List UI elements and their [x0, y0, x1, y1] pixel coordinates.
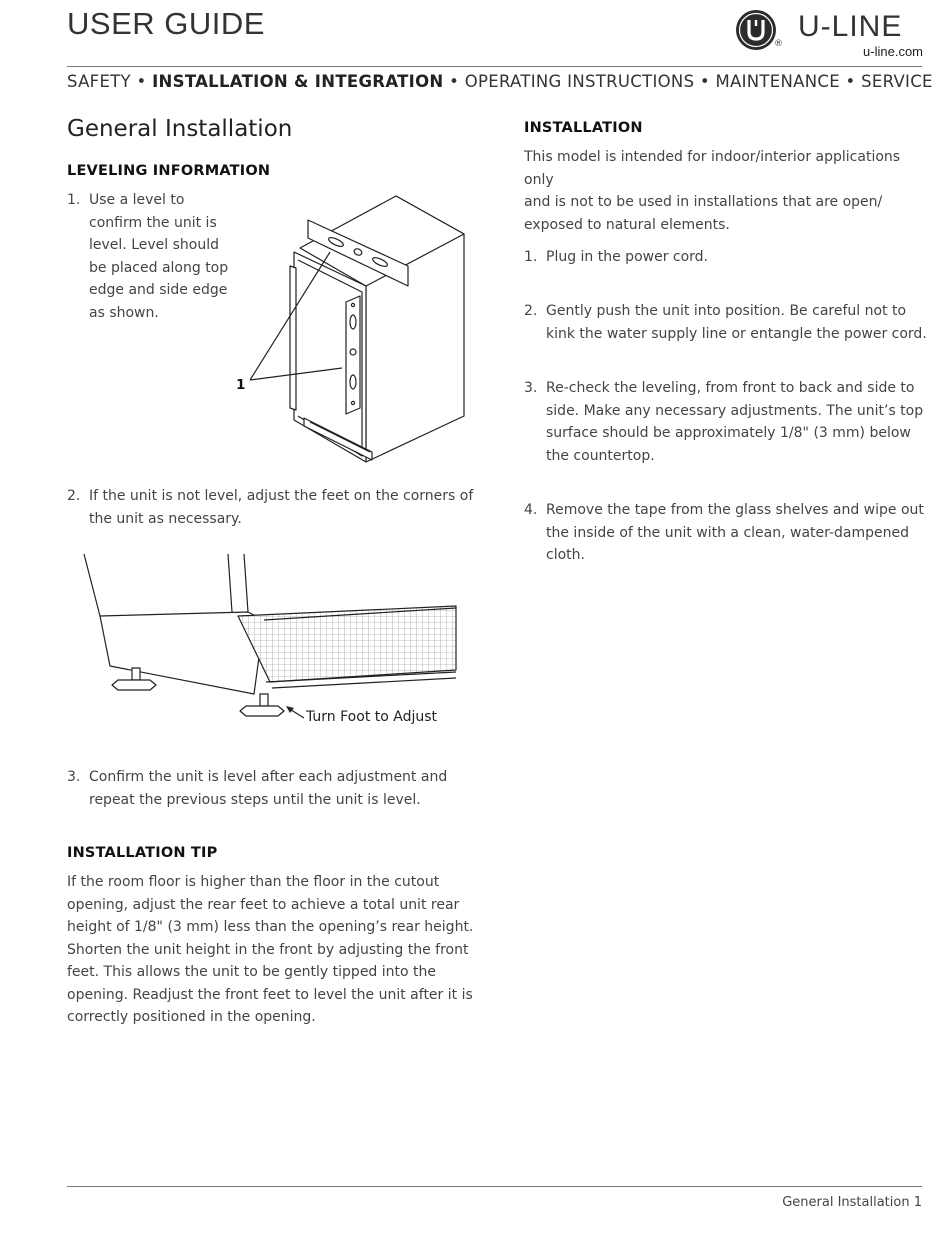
step-text-line: the unit as necessary. — [89, 510, 242, 527]
step-text-line: side. Make any necessary adjustments. The unit’s top — [546, 402, 924, 419]
registered-mark: ® — [774, 39, 783, 49]
uline-logo — [733, 6, 928, 62]
nav-separator: • — [136, 72, 147, 91]
step-text-line: Use a level to — [89, 192, 185, 208]
nav-item-operating-instructions[interactable]: OPERATING INSTRUCTIONS — [464, 72, 695, 91]
step-number: 4. — [524, 502, 538, 518]
leveling-step-1 — [67, 189, 237, 324]
step-text-line: If the unit is not level, adjust the feet on the corners of — [89, 488, 474, 504]
nav-item-safety[interactable]: SAFETY — [67, 72, 131, 91]
step-text-line: confirm the unit is — [89, 214, 217, 231]
installation-step-4 — [524, 499, 934, 567]
tip-line: If the room floor is higher than the floor in the cutout — [67, 874, 440, 890]
figure-callout-1: 1 — [236, 377, 246, 393]
footer-divider — [67, 1186, 922, 1187]
step-number: 2. — [524, 303, 538, 319]
installation-step-1 — [524, 246, 934, 269]
step-number: 1. — [67, 192, 81, 208]
step-number: 3. — [67, 769, 81, 785]
page-footer: General Installation 1 — [782, 1195, 922, 1210]
nav-separator: • — [845, 72, 856, 91]
brand-name: U-LINE — [798, 10, 903, 43]
step-number: 2. — [67, 488, 81, 504]
step-text-line: repeat the previous steps until the unit is level. — [89, 791, 421, 808]
leveling-figure — [230, 190, 480, 470]
step-text-line: Remove the tape from the glass shelves and wipe out — [546, 502, 924, 518]
nav-separator: • — [699, 72, 710, 91]
step-text-line: be placed along top — [89, 259, 229, 276]
header-divider — [67, 66, 922, 67]
uline-emblem-icon — [733, 6, 793, 56]
step-text-line: Plug in the power cord. — [546, 249, 709, 265]
brand-url[interactable]: u-line.com — [863, 44, 923, 59]
step-text-line: edge and side edge — [89, 282, 228, 298]
step-text-line: the countertop. — [546, 447, 655, 464]
intro-line: and is not to be used in installations that are open/ — [524, 194, 883, 210]
tip-line: opening, adjust the rear feet to achieve a total unit rear — [67, 896, 460, 913]
installation-heading: INSTALLATION — [524, 120, 643, 136]
step-text-line: surface should be approximately 1/8" (3 mm) below — [546, 425, 911, 441]
installation-tip-text — [67, 871, 477, 1029]
step-text-line: level. Level should — [89, 237, 219, 253]
installation-intro — [524, 146, 934, 236]
step-text-line: as shown. — [89, 304, 159, 321]
tip-line: feet. This allows the unit to be gently tipped into the — [67, 964, 437, 980]
tip-line: Shorten the unit height in the front by adjusting the front — [67, 941, 469, 958]
nav-separator: • — [449, 72, 460, 91]
nav-item-installation-integration[interactable]: INSTALLATION & INTEGRATION — [152, 72, 444, 91]
tip-line: correctly positioned in the opening. — [67, 1009, 316, 1025]
leveling-step-2 — [67, 485, 477, 530]
nav-item-service[interactable]: SERVICE — [861, 72, 933, 91]
leveling-heading: LEVELING INFORMATION — [67, 163, 271, 179]
tip-line: opening. Readjust the front feet to level the unit after it is — [67, 986, 473, 1003]
step-text-line: Gently push the unit into position. Be careful not to — [546, 303, 907, 319]
installation-step-2 — [524, 300, 934, 345]
intro-line: exposed to natural elements. — [524, 216, 730, 233]
step-text-line: Re-check the leveling, from front to back and side to — [546, 380, 915, 396]
document-title: USER GUIDE — [67, 6, 265, 41]
step-text-line: the inside of the unit with a clean, water-dampened — [546, 524, 910, 541]
step-text-line: cloth. — [546, 547, 585, 563]
step-text-line: kink the water supply line or entangle the power cord. — [546, 325, 927, 342]
step-text-line: Confirm the unit is level after each adjustment and — [89, 769, 448, 785]
leveling-feet-figure — [80, 550, 460, 730]
installation-tip-heading: INSTALLATION TIP — [67, 845, 218, 861]
step-number: 1. — [524, 249, 538, 265]
leveling-step-3 — [67, 766, 477, 811]
intro-line: This model is intended for indoor/interior applications only — [524, 149, 901, 188]
page-title: General Installation — [67, 116, 293, 142]
tip-line: height of 1/8" (3 mm) less than the opening’s rear height. — [67, 919, 474, 935]
nav-item-maintenance[interactable]: MAINTENANCE — [715, 72, 840, 91]
figure-caption: Turn Foot to Adjust — [306, 709, 438, 725]
section-nav — [67, 72, 933, 91]
step-number: 3. — [524, 380, 538, 396]
installation-step-3 — [524, 377, 934, 467]
